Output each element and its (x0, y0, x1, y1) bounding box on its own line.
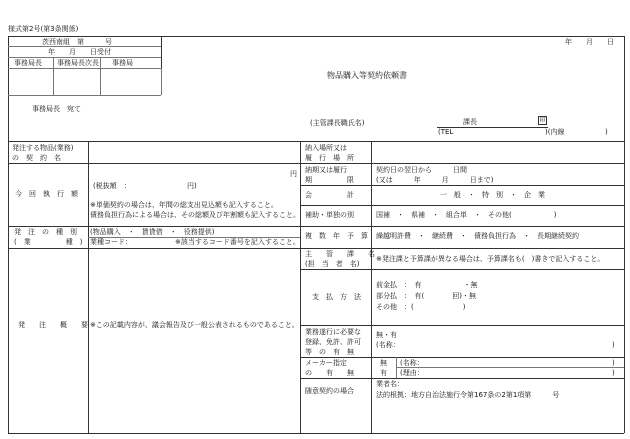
multiyear-options: 繰越明許費 ・ 継続費 ・ 債務負担行為 ・ 長期継続契約 (376, 232, 579, 240)
doc-number: 茨西南組 第 号 (42, 38, 112, 46)
header-box-right (161, 36, 162, 68)
right-row-6 (300, 269, 624, 270)
maker-name-close: ) (612, 359, 615, 367)
summary-note: ※この記載内容が、議会報告及び一般公表されるものであること。 (90, 321, 299, 329)
outer-top-border (8, 36, 624, 37)
payment-advance: 前金払 ： 有 ・無 (376, 281, 478, 289)
budget-label: 今 回 執 行 額 (15, 190, 78, 198)
right-row-2 (300, 185, 624, 186)
license-label-2: 登録、免許、許可 (305, 338, 361, 346)
license-line2: (名称： (376, 341, 400, 349)
type-label: 発 注 の 種 別 (14, 228, 77, 236)
yen-unit: 円 (290, 170, 297, 178)
maker-reason: (理由： (400, 369, 424, 377)
addressee: 事務局長 宛て (32, 105, 81, 113)
negotiated-label: 随意契約の場合 (305, 387, 354, 395)
tel-label: (TEL (438, 128, 454, 136)
right-row-1 (300, 163, 624, 164)
deadline-label-2: 期 限 (305, 176, 354, 184)
left-row-3 (8, 248, 300, 249)
note-debt: 債務負担行為による場合は、その総額及び年割額も記入すること。 (90, 211, 300, 219)
left-row-1 (8, 163, 300, 164)
business-code: 業種コード： (90, 238, 132, 246)
maker-label: メーカー指定 (305, 359, 347, 367)
delivery-place-label-2: 履 行 場 所 (305, 154, 354, 162)
approver-divider-1 (53, 57, 54, 95)
right-row-7 (300, 325, 624, 326)
tax-label: (税抜額 ： (93, 182, 131, 190)
subsidy-label: 補助・単独の別 (305, 211, 354, 219)
dept-label-2: (担 当 者 名) (305, 260, 360, 268)
received-date: 年 月 日受付 (48, 48, 111, 56)
order-item-label: 発注する物品(業務) (12, 144, 74, 152)
multiyear-label: 複 数 年 予 算 (305, 232, 368, 240)
license-label-3: 等 の 有 無 (305, 348, 354, 356)
maker-name: (名称： (400, 359, 424, 367)
summary-label: 発 注 概 要 (18, 321, 88, 329)
approver-office: 事務局 (112, 59, 133, 67)
right-row-3 (300, 205, 624, 206)
approver-bottom (8, 95, 161, 96)
vendor-name: 業者名： (376, 380, 404, 388)
payment-partial: 部分払 ： 有( 回)・無 (376, 292, 476, 300)
header-line-1 (8, 46, 161, 47)
legal-basis: 法的根拠：地方自治法施行令第167条の2第1項第 号 (376, 391, 560, 399)
maker-none: 無 (380, 359, 387, 367)
signature-underline (437, 127, 548, 128)
order-item-label-2: の 契 約 名 (12, 154, 61, 162)
tax-yen: 円) (187, 182, 197, 190)
approver-director: 事務局長 (14, 59, 42, 67)
right-row-9 (300, 378, 624, 379)
left-row-2 (8, 226, 300, 227)
header-line-3 (8, 68, 161, 69)
table-top (8, 141, 624, 142)
approver-right (161, 68, 162, 95)
left-label-divider (88, 141, 89, 433)
business-code-note: ※該当するコード番号を記入すること。 (175, 238, 300, 246)
maker-label-2: の 有 無 (305, 369, 354, 377)
deadline-line2: (又は 年 月 日まで) (376, 176, 494, 184)
payment-label: 支 払 方 法 (312, 293, 361, 301)
maker-yes: 有 (380, 369, 387, 377)
dept-label: 主 管 課 名 (305, 250, 375, 258)
right-row-8 (300, 357, 624, 358)
approver-deputy: 事務局長次長 (57, 59, 99, 67)
form-code: 様式第2号(第3条関係) (8, 25, 79, 33)
note-annual: ※単価契約の場合は、年間の総支出見込額も記入すること。 (90, 201, 278, 209)
maker-subrow (396, 367, 624, 368)
account-label: 会 計 (305, 191, 354, 199)
deadline-line1: 契約日の翌日から 日間 (376, 166, 467, 174)
outer-right-border (624, 36, 625, 433)
ext-close: ) (605, 128, 608, 136)
tel-close: )(内線 (545, 128, 565, 136)
section-chief: 課長 (463, 118, 477, 126)
top-right-date: 年 月 日 (565, 38, 614, 46)
account-options: 一 般 ・ 特 別 ・ 企 業 (440, 191, 545, 199)
payment-other: その他 ：( ) (376, 303, 466, 311)
delivery-place-label: 納入場所又は (305, 144, 347, 152)
subsidy-options: 国補 ・ 県補 ・ 組合単 ・ その他( ) (376, 211, 557, 219)
page-title: 物品購入等契約依頼書 (327, 71, 407, 80)
type-label-2: ( 業 種 ) (14, 238, 83, 246)
right-row-4 (300, 226, 624, 227)
license-line1: 無・有 (376, 331, 397, 339)
deadline-label: 納期又は履行 (305, 166, 347, 174)
approver-divider-2 (100, 57, 101, 95)
license-label: 業務遂行に必要な (305, 328, 361, 336)
table-bottom (8, 433, 624, 434)
license-close: ) (612, 341, 615, 349)
header-line-2 (8, 57, 161, 58)
seal-icon: 印 (539, 116, 546, 124)
right-row-5 (300, 248, 624, 249)
supervisor-label: (主管課長職氏名) (310, 119, 365, 127)
maker-reason-close: ) (612, 369, 615, 377)
dept-note: ※発注課と予算課が異なる場合は、予算課名も( )書きで記入すること。 (376, 255, 605, 263)
type-options: (物品購入 ・ 賃貸借 ・ 役務提供) (90, 228, 215, 236)
